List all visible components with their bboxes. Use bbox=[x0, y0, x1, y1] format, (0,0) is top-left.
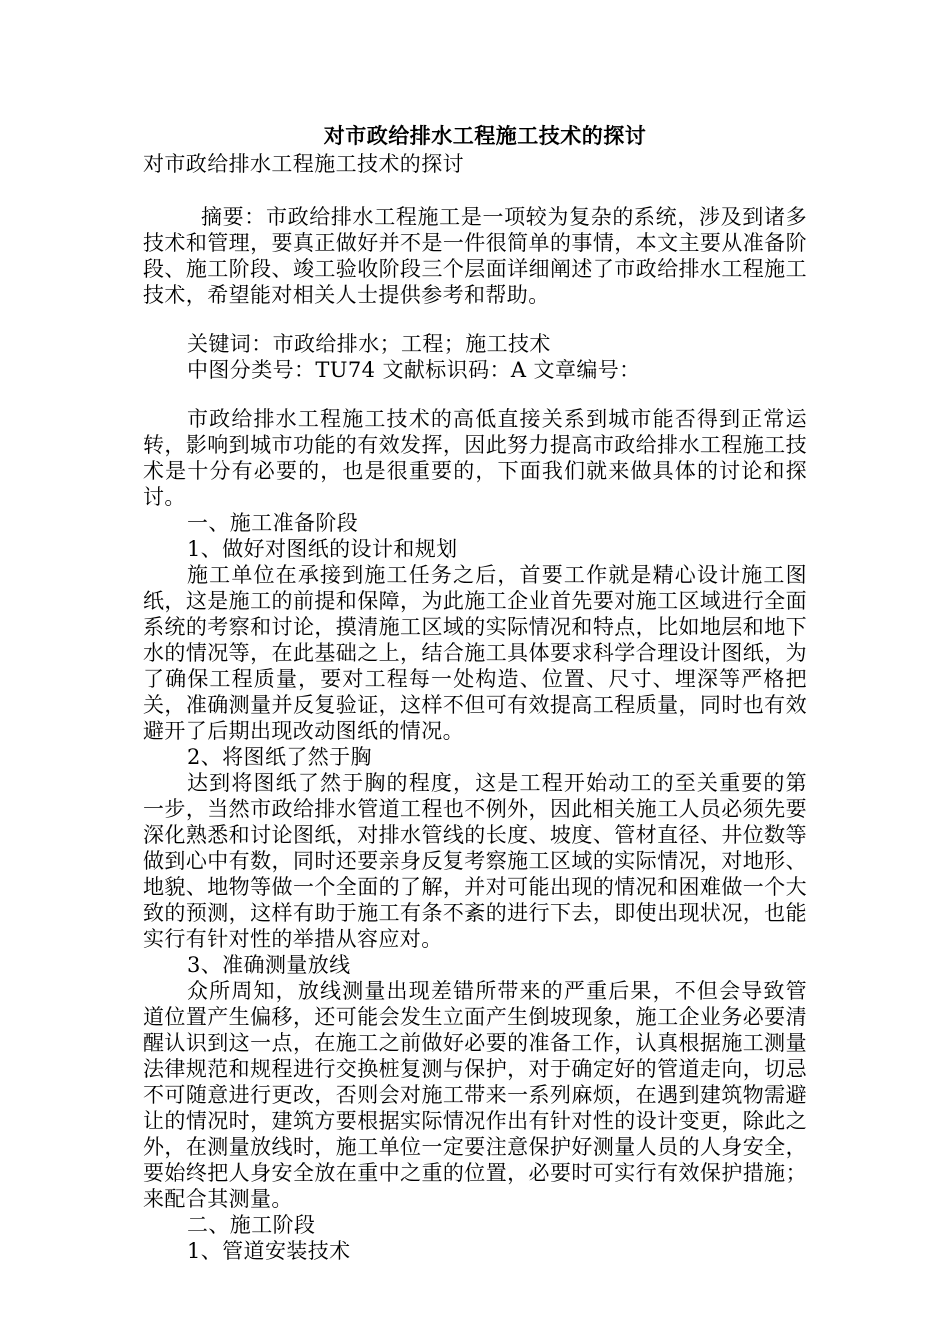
classification-line: 中图分类号：TU74 文献标识码：A 文章编号： bbox=[187, 358, 641, 382]
spacer bbox=[143, 177, 807, 204]
document-subtitle: 对市政给排水工程施工技术的探讨 bbox=[143, 152, 464, 176]
section2-sub1-heading: 1、管道安装技术 bbox=[187, 1239, 351, 1263]
section1-sub2-heading: 2、将图纸了然于胸 bbox=[187, 745, 372, 769]
spacer bbox=[143, 308, 807, 331]
document-content bbox=[143, 121, 807, 1264]
section1-sub2-body: 达到将图纸了然于胸的程度，这是工程开始动工的至关重要的第一步，当然市政给排水管道工程也不例外，因此相关施工人员必须先要深化熟悉和讨论图纸，对排水管线的长度、坡度、管材直径、井位数等做到心中有数，同时还要亲身反复考察施工区域的实际情况，对地形、地貌、地物等做一个全面的了解，并对可能出现的情况和困难做一个大致的预测，这样有助于施工有条不紊的进行下去，即使出现状况，也能实行有针对性的举措从容应对。 bbox=[143, 771, 807, 951]
section1-sub3-heading: 3、准确测量放线 bbox=[187, 953, 351, 977]
intro-paragraph: 市政给排水工程施工技术的高低直接关系到城市能否得到正常运转，影响到城市功能的有效发挥，因此努力提高市政给排水工程施工技术是十分有必要的，也是很重要的，下面我们就来做具体的讨论和探讨。 bbox=[143, 407, 807, 509]
section1-heading: 一、施工准备阶段 bbox=[187, 511, 359, 535]
abstract-paragraph: 摘要：市政给排水工程施工是一项较为复杂的系统，涉及到诸多技术和管理，要真正做好并不是一件很简单的事情，本文主要从准备阶段、施工阶段、竣工验收阶段三个层面详细阐述了市政给排水工程施工技术，希望能对相关人士提供参考和帮助。 bbox=[143, 205, 807, 307]
section1-sub1-body: 施工单位在承接到施工任务之后，首要工作就是精心设计施工图纸，这是施工的前提和保障，为此施工企业首先要对施工区域进行全面系统的考察和讨论，摸清施工区域的实际情况和特点，比如地层和地下水的情况等，在此基础之上，结合施工具体要求科学合理设计图纸，为了确保工程质量，要对工程每一处构造、位置、尺寸、埋深等严格把关，准确测量并反复验证，这样不但可有效提高工程质量，同时也有效避开了后期出现改动图纸的情况。 bbox=[143, 563, 807, 743]
keywords-line: 关键词：市政给排水；工程；施工技术 bbox=[187, 332, 551, 356]
section1-sub3-body: 众所周知，放线测量出现差错所带来的严重后果，不但会导致管道位置产生偏移，还可能会发生立面产生倒坡现象，施工企业务必要清醒认识到这一点，在施工之前做好必要的准备工作，认真根据施工测量法律规范和规程进行交换桩复测与保护，对于确定好的管道走向，切忌不可随意进行更改，否则会对施工带来一系列麻烦，在遇到建筑物需避让的情况时，建筑方要根据实际情况作出有针对性的设计变更，除此之外，在测量放线时，施工单位一定要注意保护好测量人员的人身安全，要始终把人身安全放在重中之重的位置，必要时可实行有效保护措施；来配合其测量。 bbox=[143, 979, 807, 1211]
section1-sub1-heading: 1、做好对图纸的设计和规划 bbox=[187, 537, 458, 561]
document-title: 对市政给排水工程施工技术的探讨 bbox=[323, 123, 647, 148]
spacer bbox=[143, 383, 807, 406]
section2-heading: 二、施工阶段 bbox=[187, 1213, 316, 1237]
